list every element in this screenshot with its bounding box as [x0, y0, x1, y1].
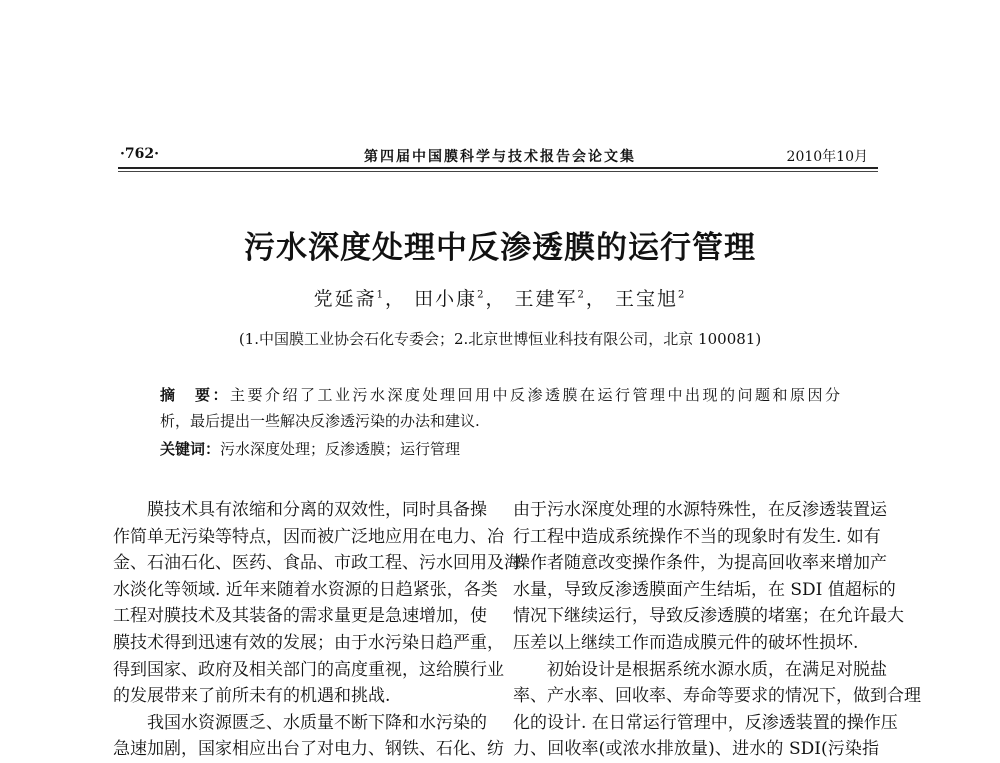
header-rule — [118, 167, 878, 169]
body-text-line: 情况下继续运行，导致反渗透膜的堵塞；在允许最大 — [513, 606, 904, 627]
author: 田小康 — [414, 288, 478, 310]
body-text-line: 由于污水深度处理的水源特殊性，在反渗透装置运 — [513, 500, 887, 520]
abstract-line: 析，最后提出一些解决反渗透污染的办法和建议. — [160, 412, 480, 430]
affiliation-mark: 2 — [577, 289, 586, 301]
body-text-line: 金、石油石化、医药、食品、市政工程、污水回用及海 — [113, 553, 521, 574]
body-text-line: 力、回收率(或浓水排放量)、进水的 SDI(污染指 — [513, 739, 879, 760]
affiliations: (1.中国膜工业协会石化专委会；2.北京世博恒业科技有限公司，北京 100081) — [238, 330, 762, 348]
body-text-line: 初始设计是根据系统水源水质，在满足对脱盐 — [547, 659, 887, 680]
header-rule-thin — [118, 171, 878, 172]
publication-date: 2010年10月 — [786, 149, 868, 165]
author-list: 党延斋$^1$， 田小康$^2$， 王建军$^2$， 王宝旭$^2$ — [313, 288, 687, 310]
body-text-line: 化的设计. 在日常运行管理中，反渗透装置的操作压 — [513, 712, 898, 733]
affiliation-mark: 2 — [477, 289, 486, 301]
abstract-line — [160, 384, 840, 404]
left-column — [113, 497, 521, 763]
body-text-line: 膜技术得到迅速有效的发展；由于水污染日趋严重， — [113, 632, 504, 653]
keywords — [160, 438, 460, 459]
body-text-line: 水量，导致反渗透膜面产生结垢，在 SDI 值超标的 — [513, 579, 896, 600]
keywords-label: 关键词： — [160, 440, 221, 458]
affiliation-mark: 2 — [677, 289, 687, 301]
body-text-line: 压差以上继续工作而造成膜元件的破坏性损坏. — [513, 632, 859, 653]
body-text-line: 工程对膜技术及其装备的需求量更是急速增加，使 — [113, 606, 487, 627]
paper-title: 污水深度处理中反渗透膜的运行管理 — [244, 230, 756, 266]
author: 王宝旭 — [614, 288, 678, 310]
body-text-line: 操作者随意改变操作条件，为提高回收率来增加产 — [513, 553, 887, 574]
abstract-label: 摘 要： — [160, 386, 230, 404]
journal-name: 第四届中国膜科学与技术报告会论文集 — [364, 149, 636, 165]
abstract-text: 主要介绍了工业污水深度处理回用中反渗透膜在运行管理中出现的问题和原因分 — [230, 386, 840, 404]
author: 党延斋 — [313, 288, 377, 310]
body-text-line: 作简单无污染等特点，因而被广泛地应用在电力、冶 — [113, 526, 504, 547]
page-number: ·762· — [120, 146, 159, 162]
author: 王建军 — [514, 288, 578, 310]
body-text-line: 膜技术具有浓缩和分离的双效性，同时具备操 — [147, 500, 487, 520]
body-text-line: 我国水资源匮乏、水质量不断下降和水污染的 — [147, 712, 487, 733]
body-text-line: 率、产水率、回收率、寿命等要求的情况下，做到合理 — [513, 686, 921, 707]
body-text-line: 急速加剧，国家相应出台了对电力、钢铁、石化、纺 — [113, 739, 504, 760]
keywords-text: 污水深度处理；反渗透膜；运行管理 — [220, 440, 461, 458]
right-column — [513, 497, 921, 763]
body-text-line: 的发展带来了前所未有的机遇和挑战. — [113, 686, 391, 707]
body-text-line: 得到国家、政府及相关部门的高度重视，这给膜行业 — [113, 659, 504, 680]
body-text-line: 行工程中造成系统操作不当的现象时有发生. 如有 — [513, 526, 881, 547]
affiliation-mark: 1 — [376, 289, 386, 301]
body-text-line: 水淡化等领域. 近年来随着水资源的日趋紧张，各类 — [113, 579, 498, 600]
